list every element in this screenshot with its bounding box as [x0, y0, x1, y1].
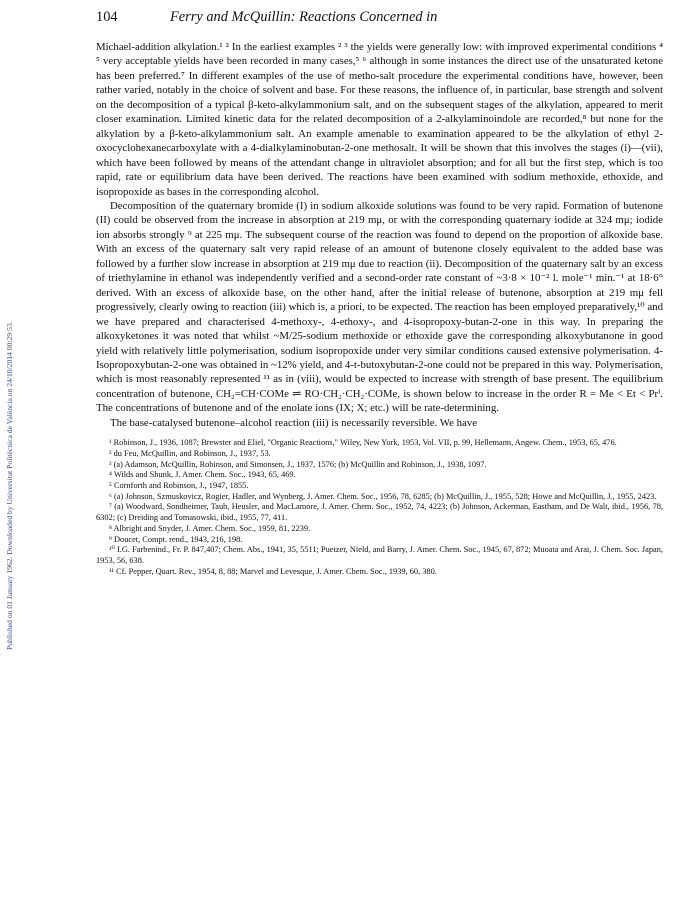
download-watermark-text: Published on 01 January 1962. Downloaded by Universitat Politècnica de València on 24/10/2014 00:29:53. — [5, 321, 14, 650]
download-watermark — [4, 60, 20, 760]
footnotes — [96, 438, 663, 577]
paragraph-intro: Michael-addition alkylation.¹ ² In the earliest examples ² ³ the yields were generally low: with improved experimental conditions ⁴ ⁵ very acceptable yields have been recorded in many cases,⁵ ⁶ although in some instances the direct use of the unsaturated ketone has been preferred.⁷ In different examples of the use of metho-salt procedure the experimental conditions have, however, been rather varied, notably in the choice of solvent and base. For these reasons, the influence of, in particular, base strength and solvent on the decomposition of a typical β-keto-alkylammonium salt, and on the subsequent stages of the alkylation, appeared to merit closer examination. Limited kinetic data for the related decomposition of a 2-alkylaminoindole are recorded,⁸ but none for the alkylation by a β-keto-alkylammonium salt. An example amenable to examination appeared to be the alkylation of ethyl 2-oxocyclohexanecarboxylate with a 4-dialkylaminobutan-2-one methosalt. It will be shown that this involves the stages (i)—(vii), which have been followed by means of the attendant change in ultraviolet absorption; and for all but the first step, which is too rapid, rate or equilibrium data have been derived. The reactions have been examined with sodium methoxide, ethoxide, and isopropoxide as bases in the corresponding alcohol. — [96, 41, 663, 198]
footnote: ¹⁰ I.G. Farbenind., Fr. P. 847,407; Chem. Abs., 1941, 35, 5511; Puetzer, Nield, and Barry, J. Amer. Chem. Soc., 1945, 67, 872; Muoata and Arai, J. Chem. Soc. Japan, 1953, 56, 638. — [96, 545, 663, 565]
running-title: Ferry and McQuillin: Reactions Concerned in — [170, 9, 438, 25]
footnote: ⁴ Wilds and Shunk, J. Amer. Chem. Soc., 1943, 65, 469. — [109, 470, 296, 480]
footnote: ⁸ Albright and Snyder, J. Amer. Chem. Soc., 1959, 81, 2239. — [109, 523, 311, 533]
journal-page — [96, 8, 663, 577]
footnote: ¹ Robinson, J., 1936, 1087; Brewster and Eliel, "Organic Reactions," Wiley, New York, 1953, Vol. VII, p. 99, Hellemann, Angew. Chem., 1953, 65, 476. — [109, 438, 617, 448]
footnote: ² du Feu, McQuillin, and Robinson, J., 1937, 53. — [109, 448, 271, 458]
footnote: ⁹ Doucet, Compt. rend., 1943, 216, 198. — [109, 534, 243, 544]
footnote: ⁶ (a) Johnson, Szmuskovicz, Rogier, Hadler, and Wynberg, J. Amer. Chem. Soc., 1956, 78, 6285; (b) McQuillin, J., 1955, 528; Howe and McQuillin, J., 1955, 2423. — [109, 491, 657, 501]
paragraph-base-catalysed: The base-catalysed butenone–alcohol reaction (iii) is necessarily reversible. We have — [110, 416, 478, 429]
footnote: ¹¹ Cf. Pepper, Quart. Rev., 1954, 8, 88; Marvel and Levesque, J. Amer. Chem. Soc., 1939, 60, 380. — [109, 566, 437, 576]
footnote: ³ (a) Adamson, McQuillin, Robinson, and Simonsen, J., 1937, 1576; (b) McQuillin and Robinson, J., 1938, 1097. — [109, 459, 487, 469]
footnote: ⁷ (a) Woodward, Sondheimer, Taub, Heusler, and MacLamore, J. Amer. Chem. Soc., 1952, 74, 4223; (b) Johnson, Ackerman, Eastham, and De Walt, ibid., 1956, 78, 6302; (c) Dreiding and Tomasowski, ibid., 1955, 77, 411. — [96, 502, 663, 523]
running-head — [96, 8, 663, 36]
article-body — [96, 40, 663, 430]
footnote: ⁵ Cornforth and Robinson, J., 1947, 1855. — [109, 481, 249, 491]
paragraph-decomposition: Decomposition of the quaternary bromide (I) in sodium alkoxide solutions was found to be very rapid. Formation of butenone (II) could be observed from the increase in absorption at 219 mμ, or with the corresponding quaternary iodide at 324 mμ; iodide ion absorbs strongly ⁹ at 225 mμ. The subsequent course of the reaction was found to depend on the proportion of alkoxide base. With an excess of the quaternary salt very rapid release of an amount of butenone closely equivalent to the added base was followed by a further slow increase in absorption at 219 mμ due to reaction (ii). Decomposition of the quaternary salt by an excess of triethylamine in ethanol was independently verified and a second-order rate constant of ~3·8 × 10⁻² l. mole⁻¹ min.⁻¹ at 18·6° derived. With an excess of alkoxide base, on the other hand, after the initial release of butenone, absorption at 219 mμ fell progressively, clearly owing to reaction (iii) which is, a priori, to be expected. The reaction has been employed preparatively,¹⁰ and we have prepared and characterised 4-methoxy-, 4-ethoxy-, and 4-isopropoxy-butan-2-one in this way. In preparing the alkoxyketones it was noted that whilst ~M/25-sodium methoxide or ethoxide gave the corresponding alkoxybutanone in good yield with relatively little polymerisation, sodium isopropoxide under very similar conditions caused extensive polymerisation. 4-Isopropoxybutan-2-one was obtained in ~12% yield, and 4-t-butoxybutan-2-one could not be prepared in this way. Polymerisation, which is most reasonably represented ¹¹ as in (viii), would be expected to increase with strength of base present. The equilibrium concentration of butenone, CH₂=CH·COMe ⇌ RO·CH₂·CH₂·COMe, is shown below to increase in the order R = Me < Et < Prⁱ. The concentrations of butenone and of the enolate ions (IX; X; etc.) will be rate-determining. — [96, 199, 663, 415]
page-number: 104 — [96, 9, 118, 25]
